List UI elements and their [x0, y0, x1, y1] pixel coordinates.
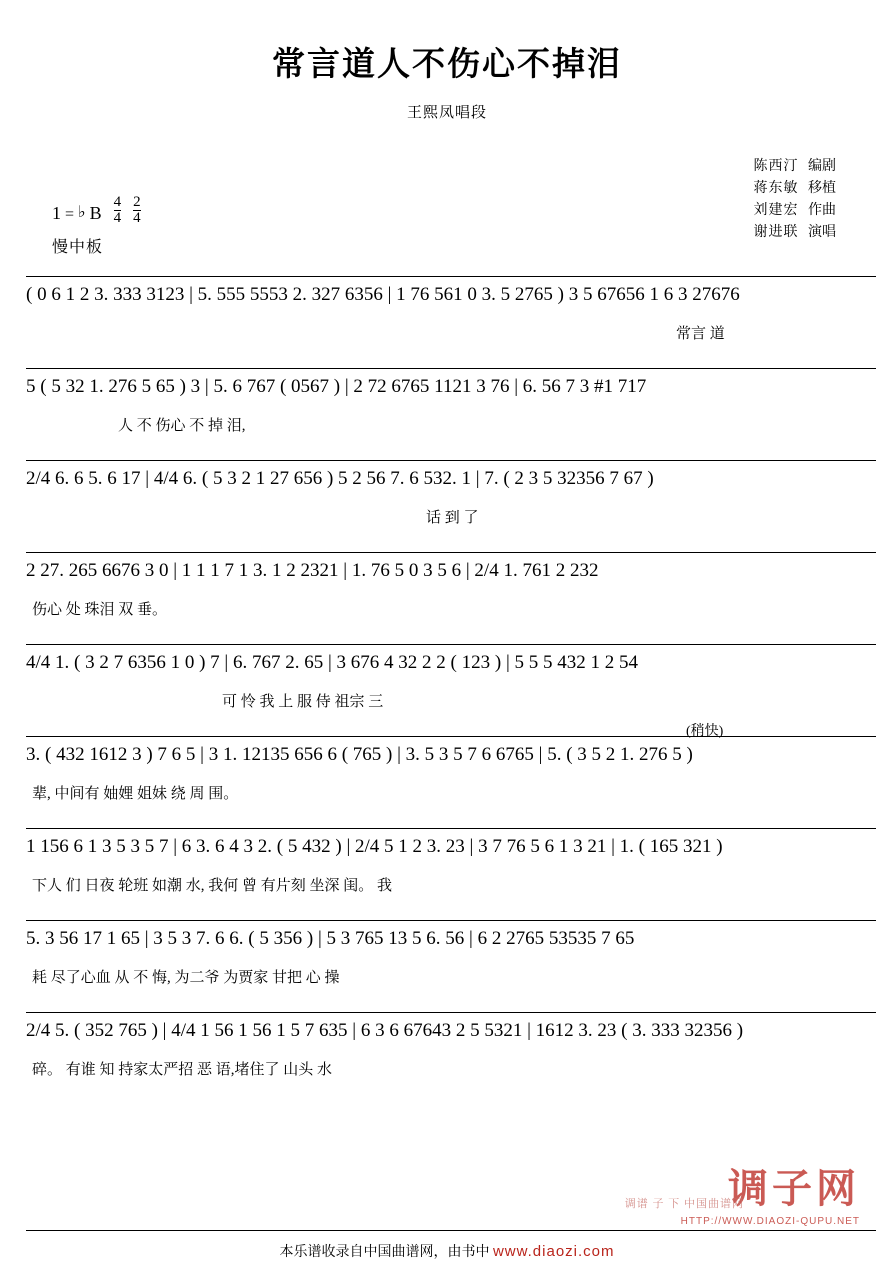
system-divider	[26, 920, 876, 921]
system-divider	[26, 828, 876, 829]
sheet-music-page	[0, 38, 894, 1275]
system-divider	[26, 736, 876, 737]
watermark-title: 调子网	[728, 1166, 860, 1211]
credits-block	[754, 156, 837, 244]
system-divider	[26, 460, 876, 461]
footer-text: 本乐谱收录自中国曲谱网，由书中	[279, 1245, 490, 1260]
page-title: 常言道人不伤心不掉泪	[272, 47, 622, 83]
notation-line: 5. 3 56 17 1 65 | 3 5 3 7. 6 6. ( 5 356 ) | 5 3 765 13 5 6. 56 | 6 2 2765 53535 7 65	[26, 928, 635, 949]
tempo-label: 慢中板	[52, 239, 104, 256]
notation-line: 2/4 6. 6 5. 6 17 | 4/4 6. ( 5 3 2 1 27 656 ) 5 2 56 7. 6 532. 1 | 7. ( 2 3 5 32356 7 67 )	[26, 468, 654, 489]
system-divider	[26, 1012, 876, 1013]
flat-icon: ♭	[78, 204, 86, 221]
footer-divider	[26, 1230, 876, 1231]
system-row	[26, 828, 876, 920]
system-divider	[26, 276, 876, 277]
system-row	[26, 460, 876, 552]
lyrics-line: 耗 尽了心血 从 不 悔, 为二爷 为贾家 甘把 心 操	[32, 970, 340, 986]
key-letter: B	[89, 203, 102, 223]
system-row	[26, 920, 876, 1012]
system-row	[26, 368, 876, 460]
lyrics-line: 人 不 伤心 不 掉 泪,	[118, 418, 246, 434]
time-sig-numerator: 4	[113, 194, 122, 210]
notation-line: 2 27. 265 6676 3 0 | 1 1 1 7 1 3. 1 2 2321 | 1. 76 5 0 3 5 6 | 2/4 1. 761 2 232	[26, 560, 599, 581]
watermark	[681, 1157, 860, 1227]
key-line	[52, 193, 141, 224]
credit-role: 编剧	[808, 159, 836, 174]
time-sig-numerator: 2	[133, 194, 141, 210]
credit-row	[754, 156, 837, 178]
system-row	[26, 724, 876, 828]
system-divider	[26, 368, 876, 369]
lyrics-line: 伤心 处 珠泪 双 垂。	[32, 602, 168, 618]
notation-line: 3. ( 432 1612 3 ) 7 6 5 | 3 1. 12135 656 6 ( 765 ) | 3. 5 3 5 7 6 6765 | 5. ( 3 5 2 1. 276 5 )	[26, 744, 693, 765]
system-divider	[26, 644, 876, 645]
notation-line: 1 156 6 1 3 5 3 5 7 | 6 3. 6 4 3 2. ( 5 432 ) | 2/4 5 1 2 3. 23 | 3 7 76 5 6 1 3 21 | 1. ( 165 321 )	[26, 836, 723, 857]
tempo-mark: (稍快)	[686, 724, 724, 739]
music-staff	[26, 276, 876, 1104]
notation-line: 2/4 5. ( 352 765 ) | 4/4 1 56 1 56 1 5 7 635 | 6 3 6 67643 2 5 5321 | 1612 3. 23 ( 3. 333 32356 )	[26, 1020, 744, 1041]
lyrics-line: 碎。 有谁 知 持家太严招 恶 语,堵住了 山头 水	[32, 1062, 333, 1078]
credit-name: 陈西汀	[753, 159, 799, 174]
credit-name: 蒋东敏	[753, 181, 799, 196]
credit-name: 刘建宏	[753, 203, 799, 218]
lyrics-line: 可 怜 我 上 服 侍 祖宗 三	[222, 694, 384, 710]
time-signature-secondary	[133, 195, 141, 226]
footer	[0, 1241, 894, 1261]
do-label: 1	[52, 203, 61, 223]
time-sig-denominator: 4	[113, 210, 122, 226]
credit-role: 演唱	[808, 225, 836, 240]
credit-name: 谢进联	[753, 225, 799, 240]
notation-line: 5 ( 5 32 1. 276 5 65 ) 3 | 5. 6 767 ( 0567 ) | 2 72 6765 1121 3 76 | 6. 56 7 3 #1 717	[26, 376, 647, 397]
time-sig-denominator: 4	[133, 210, 141, 226]
footer-site-link[interactable]: www.diaozi.com	[492, 1243, 615, 1260]
system-row	[26, 1012, 876, 1104]
credit-role: 作曲	[808, 203, 836, 218]
notation-line: 4/4 1. ( 3 2 7 6356 1 0 ) 7 | 6. 767 2. 65 | 3 676 4 32 2 2 ( 123 ) | 5 5 5 432 1 2 54	[26, 652, 638, 673]
key-signature-block	[52, 193, 141, 257]
system-row	[26, 276, 876, 368]
lyrics-line: 辈, 中间有 妯娌 姐妹 绕 周 围。	[32, 786, 239, 802]
credit-role: 移植	[808, 181, 836, 196]
credit-row	[754, 222, 837, 244]
system-divider	[26, 552, 876, 553]
time-signature-primary	[114, 195, 122, 226]
notation-line: ( 0 6 1 2 3. 333 3123 | 5. 555 5553 2. 327 6356 | 1 76 561 0 3. 5 2765 ) 3 5 67656 1 6 3 27676	[26, 284, 740, 305]
system-row	[26, 644, 876, 736]
system-row	[26, 552, 876, 644]
watermark-subtitle: 调谱 子 下 中国曲谱网	[624, 1198, 744, 1210]
lyrics-line: 常言 道	[676, 326, 725, 342]
lyrics-line: 下人 们 日夜 轮班 如潮 水, 我何 曾 有片刻 坐深 闺。 我	[32, 878, 393, 894]
lyrics-line: 话 到 了	[426, 510, 479, 526]
credit-row	[754, 178, 837, 200]
equals-sign: =	[65, 206, 75, 223]
credit-row	[754, 200, 837, 222]
watermark-url: HTTP://WWW.DIAOZI-QUPU.NET	[680, 1216, 860, 1227]
subtitle: 王熙凤唱段	[406, 105, 487, 121]
